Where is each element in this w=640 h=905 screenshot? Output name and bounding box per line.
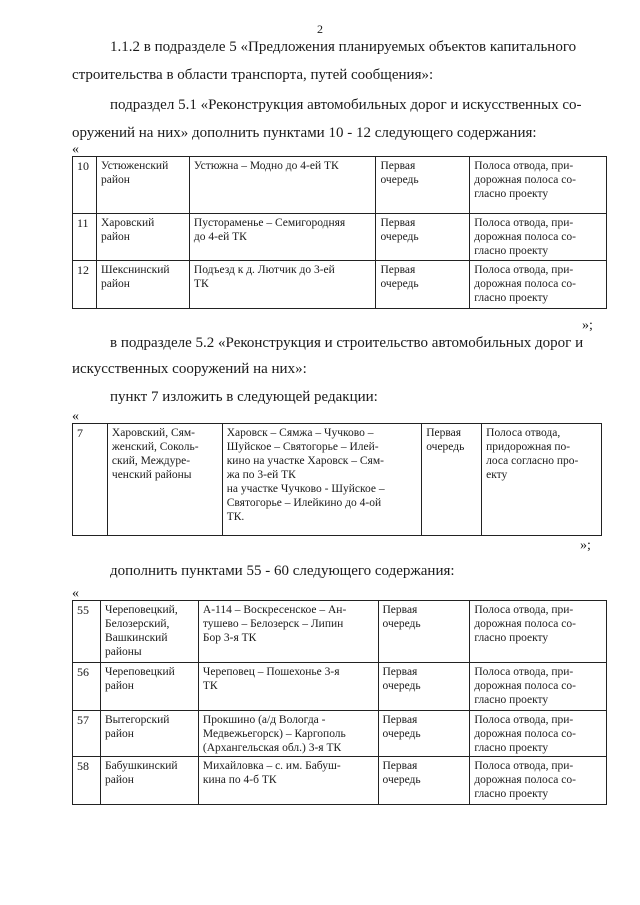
open-quote-3: « [72, 586, 79, 601]
paragraph-1-line-2: строительства в области транспорта, путей сообщения»: [72, 67, 434, 83]
open-quote-1: « [72, 142, 79, 157]
table-row [73, 711, 607, 757]
road-cell: Харовск – Сямжа – Чучково – Шуйское – Святогорье – Илей- кино на участке Харовск – Сям- жа по 3-ей ТК на участке Чучково - Шуйское – Святогорье – Илейкино до 4-ой ТК. [222, 424, 421, 536]
paragraph-1-line-1: 1.1.2 в подразделе 5 «Предложения планируемых объектов капитального [110, 39, 577, 55]
stage-cell: Первая очередь [378, 601, 470, 663]
paragraph-3-line-1: в подразделе 5.2 «Реконструкция и строительство автомобильных дорог и [110, 335, 584, 351]
close-quote-2: »; [580, 538, 591, 553]
table-row [73, 424, 602, 536]
row-number: 58 [73, 757, 101, 805]
district-cell: Бабушкинский район [100, 757, 198, 805]
paragraph-2-line-2: оружений на них» дополнить пунктами 10 - 12 следующего содержания: [72, 125, 537, 141]
district-cell: Устюженский район [96, 157, 189, 214]
table-row [73, 757, 607, 805]
road-cell: Прокшино (а/д Вологда - Медвежьегорск) – Каргополь (Архангельская обл.) 3-я ТК [198, 711, 378, 757]
zone-cell: Полоса отвода, при- дорожная полоса со- гласно проекту [470, 214, 607, 261]
stage-cell: Первая очередь [376, 214, 470, 261]
paragraph-5: дополнить пунктами 55 - 60 следующего содержания: [110, 563, 455, 579]
row-number: 12 [73, 261, 97, 309]
row-number: 11 [73, 214, 97, 261]
road-cell: Пустораменье – Семигородняя до 4-ей ТК [189, 214, 376, 261]
table-row [73, 261, 607, 309]
table-2 [72, 423, 602, 536]
zone-cell: Полоса отвода, при- дорожная полоса со- гласно проекту [470, 663, 607, 711]
table-row [73, 601, 607, 663]
row-number: 7 [73, 424, 108, 536]
road-cell: А-114 – Воскресенское – Ан- тушево – Белозерск – Липин Бор 3-я ТК [198, 601, 378, 663]
table-3-body [73, 601, 607, 805]
open-quote-2: « [72, 409, 79, 424]
table-row [73, 157, 607, 214]
paragraph-4: пункт 7 изложить в следующей редакции: [110, 389, 378, 405]
road-cell: Устюжна – Модно до 4-ей ТК [189, 157, 376, 214]
stage-cell: Первая очередь [378, 663, 470, 711]
row-number: 57 [73, 711, 101, 757]
page-number: 2 [317, 22, 323, 36]
table-row [73, 663, 607, 711]
road-cell: Подъезд к д. Лютчик до 3-ей ТК [189, 261, 376, 309]
district-cell: Череповецкий, Белозерский, Вашкинский районы [100, 601, 198, 663]
district-cell: Шекснинский район [96, 261, 189, 309]
row-number: 56 [73, 663, 101, 711]
stage-cell: Первая очередь [422, 424, 482, 536]
table-2-body [73, 424, 602, 536]
district-cell: Вытегорский район [100, 711, 198, 757]
zone-cell: Полоса отвода, при- дорожная полоса со- гласно проекту [470, 601, 607, 663]
paragraph-2-line-1: подраздел 5.1 «Реконструкция автомобильных дорог и искусственных со- [110, 97, 582, 113]
stage-cell: Первая очередь [378, 757, 470, 805]
table-1 [72, 156, 607, 309]
zone-cell: Полоса отвода, при- дорожная полоса со- гласно проекту [470, 711, 607, 757]
zone-cell: Полоса отвода, при- дорожная полоса со- гласно проекту [470, 757, 607, 805]
district-cell: Харовский район [96, 214, 189, 261]
table-row [73, 214, 607, 261]
paragraph-3-line-2: искусственных сооружений на них»: [72, 361, 307, 377]
table-1-body [73, 157, 607, 309]
stage-cell: Первая очередь [376, 261, 470, 309]
table-3 [72, 600, 607, 805]
row-number: 55 [73, 601, 101, 663]
zone-cell: Полоса отвода, придорожная по- лоса согласно про- екту [482, 424, 602, 536]
stage-cell: Первая очередь [378, 711, 470, 757]
district-cell: Харовский, Сям- женский, Сoколь- ский, Междуре- ченский районы [107, 424, 222, 536]
road-cell: Михайловка – с. им. Бабуш- кина по 4-б ТК [198, 757, 378, 805]
zone-cell: Полоса отвода, при- дорожная полоса со- гласно проекту [470, 157, 607, 214]
road-cell: Череповец – Пошехонье 3-я ТК [198, 663, 378, 711]
stage-cell: Первая очередь [376, 157, 470, 214]
close-quote-1: »; [582, 318, 593, 333]
district-cell: Череповецкий район [100, 663, 198, 711]
row-number: 10 [73, 157, 97, 214]
zone-cell: Полоса отвода, при- дорожная полоса со- гласно проекту [470, 261, 607, 309]
